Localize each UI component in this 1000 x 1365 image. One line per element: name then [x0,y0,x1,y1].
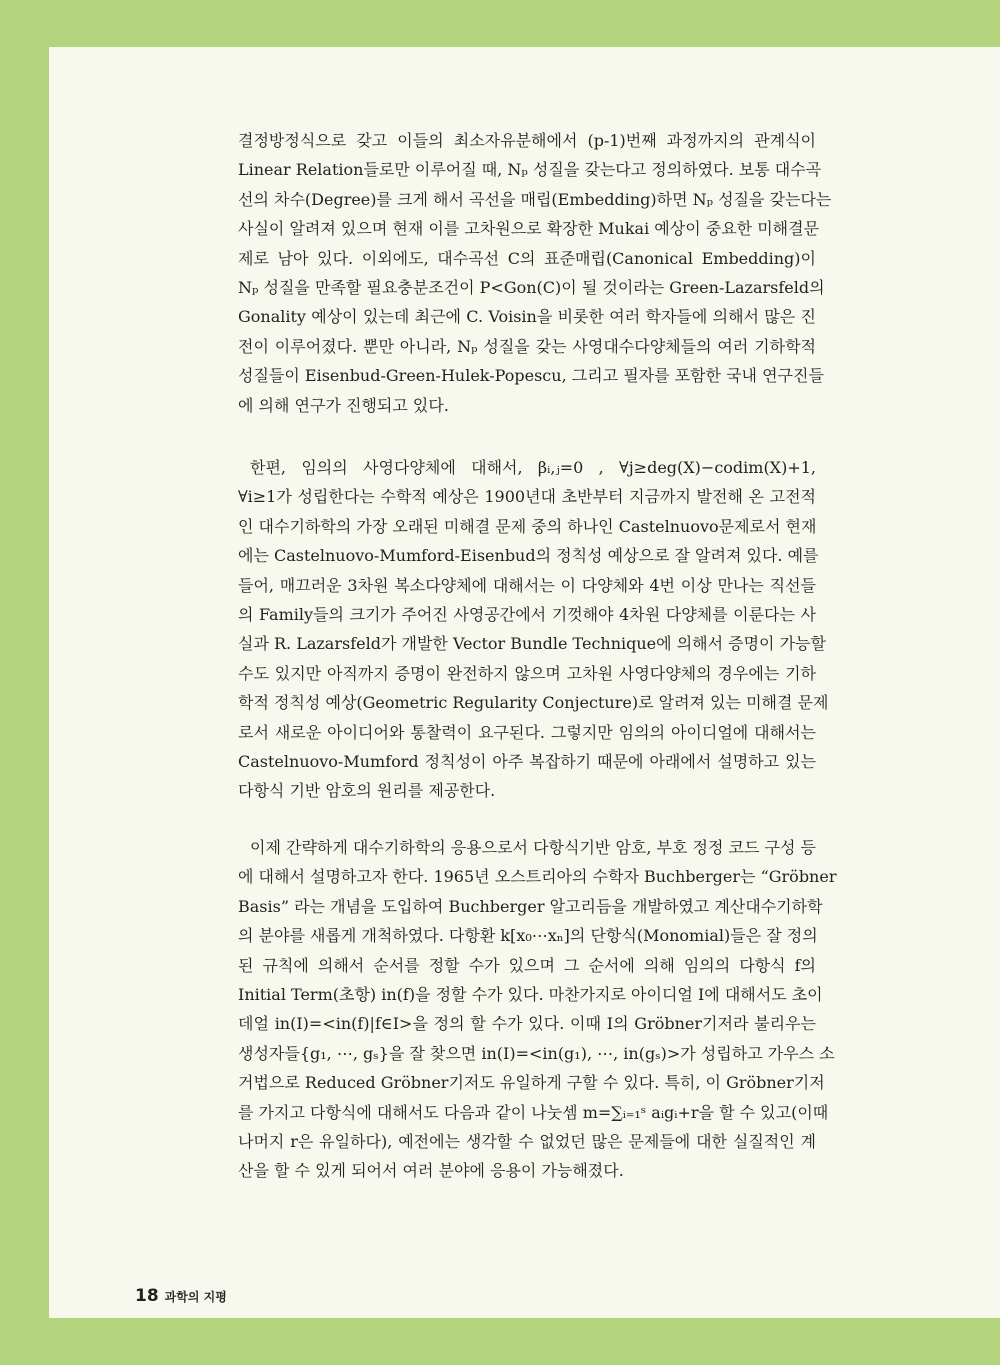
text-line: 결정방정식으로 갖고 이들의 최소자유분해에서 (p-1)번째 과정까지의 관계식이 [238,131,816,150]
text-line: 성질들이 Eisenbud-Green-Hulek-Popescu, 그리고 필자를 포함한 국내 연구진들 [238,366,824,386]
paragraph-3 [238,833,837,1186]
text-line: 제로 남아 있다. 이외에도, 대수곡선 C의 표준매립(Canonical Embedding)이 [238,248,816,268]
text-line: 사실이 알려져 있으며 현재 이를 고차원으로 확장한 Mukai 예상이 중요한 미해결문 [238,219,820,239]
text-line: Gonality 예상이 있는데 최근에 C. Voisin을 비롯한 여러 학자들에 의해서 많은 진 [238,307,816,327]
text-line: 에 의해 연구가 진행되고 있다. [238,395,449,415]
page-footer [135,1286,227,1306]
text-line: 거법으로 Reduced Gröbner기저도 유일하게 구할 수 있다. 특히, 이 Gröbner기저 [238,1073,825,1093]
text-line: 를 가지고 다항식에 대해서도 다음과 같이 나눗셈 m=∑ᵢ₌₁ˢ aᵢgᵢ+r을 할 수 있고(이때 [238,1102,829,1122]
text-line: 실과 R. Lazarsfeld가 개발한 Vector Bundle Technique에 의해서 증명이 가능할 [238,634,826,654]
text-line: 선의 차수(Degree)를 크게 해서 곡선을 매립(Embedding)하면 Nₚ 성질을 갖는다는 [238,189,832,209]
text-line: 한편, 임의의 사영다양체에 대해서, βᵢ,ⱼ=0 , ∀j≥deg(X)−codim(X)+1, [250,458,816,477]
text-line: Castelnuovo-Mumford 정칙성이 아주 복잡하기 때문에 아래에서 설명하고 있는 [238,752,816,772]
text-line: 다항식 기반 암호의 원리를 제공한다. [238,781,496,801]
text-line: Initial Term(초항) in(f)을 정할 수가 있다. 마찬가지로 아이디얼 I에 대해서도 초이 [238,985,823,1005]
text-line: 인 대수기하학의 가장 오래된 미해결 문제 중의 하나인 Castelnuovo문제로서 현재 [238,516,817,536]
text-line: 나머지 r은 유일하다), 예전에는 생각할 수 없었던 많은 문제들에 대한 실질적인 계 [238,1132,816,1152]
text-line: Basis” 라는 개념을 도입하여 Buchberger 알고리듬을 개발하였고 계산대수기하학 [238,896,823,916]
text-line: 에 대해서 설명하고자 한다. 1965년 오스트리아의 수학자 Buchberger는 “Gröbner [238,867,837,887]
paragraph-1 [238,126,832,420]
running-title: 과학의 지평 [164,1290,227,1304]
paragraph-2 [238,453,829,806]
text-line: 수도 있지만 아직까지 증명이 완전하지 않으며 고차원 사영다양체의 경우에는 기하 [238,663,816,683]
text-line: Linear Relation들로만 이루어질 때, Nₚ 성질을 갖는다고 정의하였다. 보통 대수곡 [238,160,822,180]
text-line: 이제 간략하게 대수기하학의 응용으로서 다항식기반 암호, 부호 정정 코드 구성 등 [250,838,816,857]
page-number: 18 [135,1286,159,1306]
text-line: ∀i≥1가 성립한다는 수학적 예상은 1900년대 초반부터 지금까지 발전해 온 고전적 [238,487,816,507]
text-line: 된 규칙에 의해서 순서를 정할 수가 있으며 그 순서에 의해 임의의 다항식 f의 [238,955,816,975]
text-line: 들어, 매끄러운 3차원 복소다양체에 대해서는 이 다양체와 4번 이상 만나는 직선들 [238,575,816,595]
text-line: 의 Family들의 크기가 주어진 사영공간에서 기껏해야 4차원 다양체를 이룬다는 사 [238,605,816,625]
text-line: 의 분야를 새롭게 개척하였다. 다항환 k[x₀⋯xₙ]의 단항식(Monomial)들은 잘 정의 [238,926,818,946]
text-line: 학적 정칙성 예상(Geometric Regularity Conjecture)로 알려져 있는 미해결 문제 [238,693,829,713]
text-line: 생성자들{g₁, ⋯, gₛ}을 잘 찾으면 in(I)=<in(g₁), ⋯, in(gₛ)>가 성립하고 가우스 소 [238,1043,835,1063]
text-line: 로서 새로운 아이디어와 통찰력이 요구된다. 그렇지만 임의의 아이디얼에 대해서는 [238,722,816,742]
text-line: 에는 Castelnuovo-Mumford-Eisenbud의 정칙성 예상으로 잘 알려져 있다. 예를 [238,546,819,566]
text-line: 산을 할 수 있게 되어서 여러 분야에 응용이 가능해졌다. [238,1161,624,1181]
text-line: 전이 이루어졌다. 뿐만 아니라, Nₚ 성질을 갖는 사영대수다양체들의 여러 기하학적 [238,336,816,356]
text-line: Nₚ 성질을 만족할 필요충분조건이 P<Gon(C)이 될 것이라는 Green-Lazarsfeld의 [238,278,825,298]
text-line: 데얼 in(I)=<in(f)|f∈I>을 정의 할 수가 있다. 이때 I의 Gröbner기저라 불리우는 [238,1014,816,1034]
